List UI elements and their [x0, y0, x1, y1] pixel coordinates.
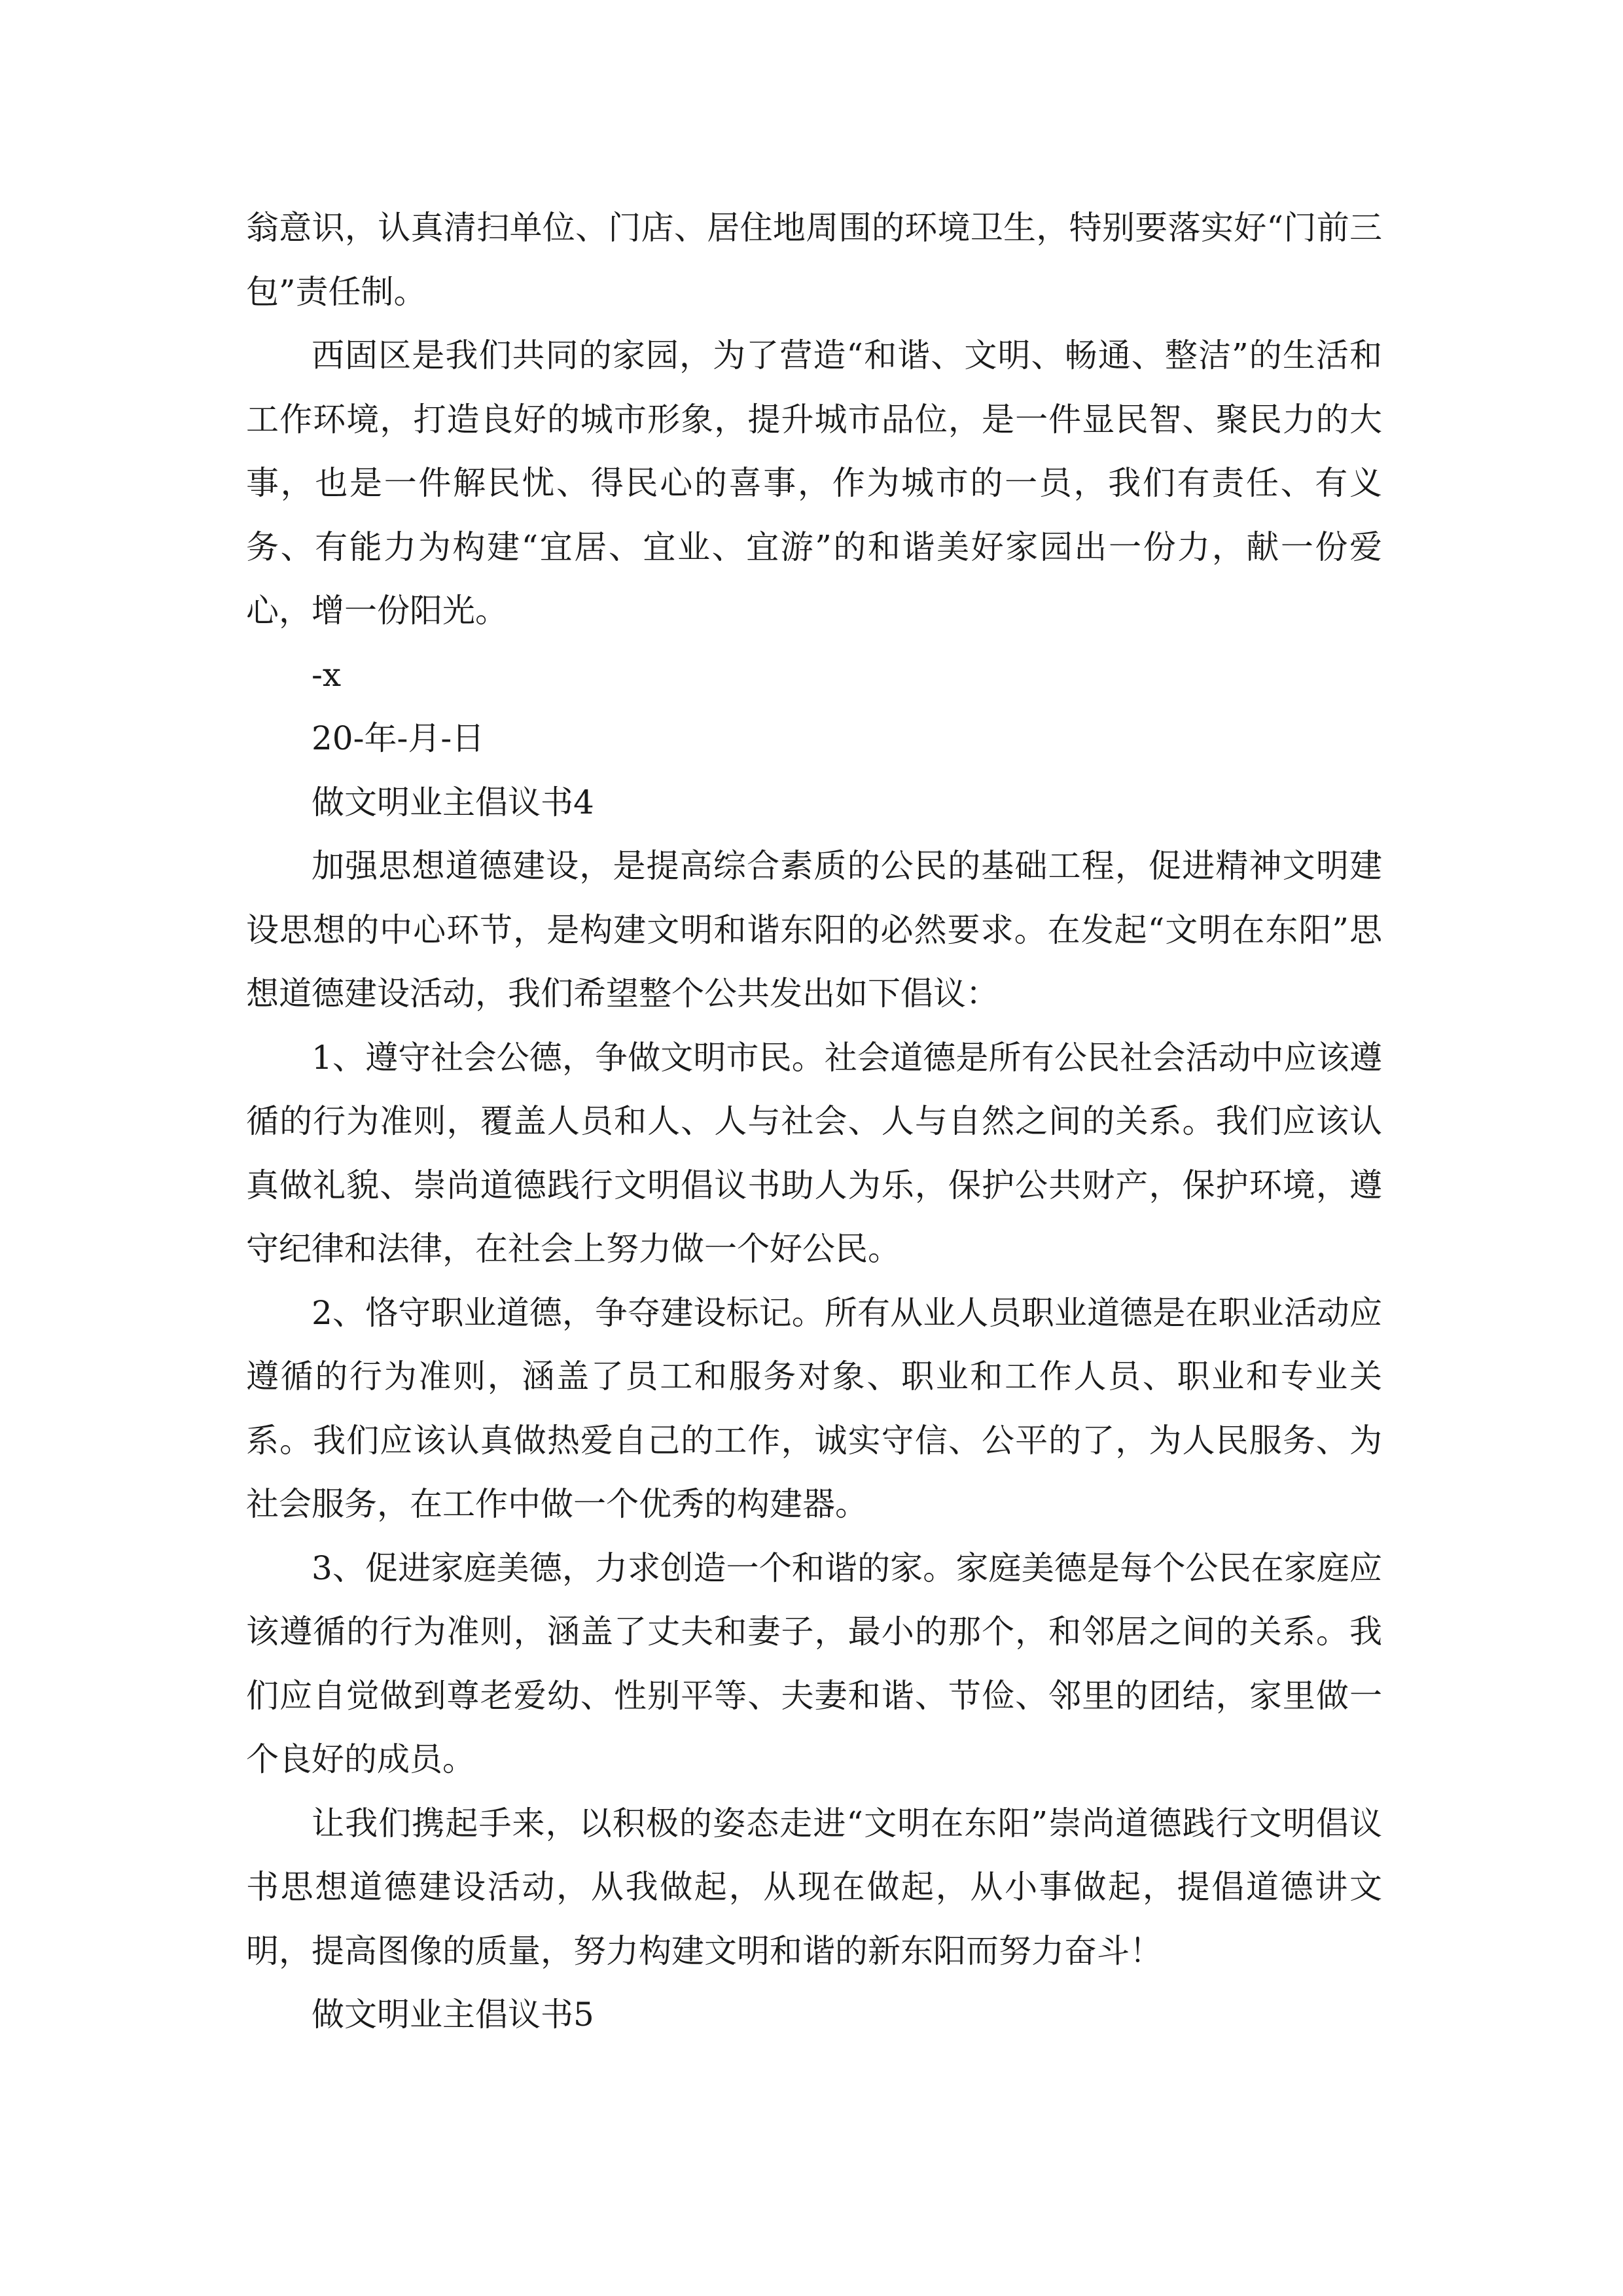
paragraph-item-1: 1、遵守社会公德，争做文明市民。社会道德是所有公民社会活动中应该遵循的行为准则，覆盖人员和人、人与社会、人与自然之间的关系。我们应该认真做礼貌、崇尚道德践行文明倡议书助人为乐，保护公共财产，保护环境，遵守纪律和法律，在社会上努力做一个好公民。 — [246, 1038, 1382, 1268]
signature-line: -x — [312, 655, 342, 694]
document-body — [246, 196, 1382, 2047]
paragraph-item-3: 3、促进家庭美德，力求创造一个和谐的家。家庭美德是每个公民在家庭应该遵循的行为准则，涵盖了丈夫和妻子，最小的那个，和邻居之间的关系。我们应自觉做到尊老爱幼、性别平等、夫妻和谐、节俭、邻里的团结，家里做一个良好的成员。 — [246, 1549, 1382, 1778]
paragraph-xigu-district: 西固区是我们共同的家园，为了营造“和谐、文明、畅通、整洁”的生活和工作环境，打造良好的城市形象，提升城市品位，是一件显民智、聚民力的大事，也是一件解民忧、得民心的喜事，作为城市的一员，我们有责任、有义务、有能力为构建“宜居、宜业、宜游”的和谐美好家园出一份力，献一份爱心，增一份阳光。 — [246, 336, 1382, 630]
paragraph-continuation: 翁意识，认真清扫单位、门店、居住地周围的环境卫生，特别要落实好“门前三包”责任制。 — [246, 209, 1382, 311]
paragraph-intro: 加强思想道德建设，是提高综合素质的公民的基础工程，促进精神文明建设思想的中心环节，是构建文明和谐东阳的必然要求。在发起“文明在东阳”思想道德建设活动，我们希望整个公共发出如下倡议： — [246, 847, 1382, 1013]
paragraph-item-2: 2、恪守职业道德，争夺建设标记。所有从业人员职业道德是在职业活动应遵循的行为准则，涵盖了员工和服务对象、职业和工作人员、职业和专业关系。我们应该认真做热爱自己的工作，诚实守信、公平的了，为人民服务、为社会服务，在工作中做一个优秀的构建器。 — [246, 1293, 1382, 1523]
section-heading-4: 做文明业主倡议书4 — [312, 783, 594, 821]
section-heading-5: 做文明业主倡议书5 — [312, 1996, 594, 2034]
paragraph-closing: 让我们携起手来，以积极的姿态走进“文明在东阳”崇尚道德践行文明倡议书思想道德建设活动，从我做起，从现在做起，从小事做起，提倡道德讲文明，提高图像的质量，努力构建文明和谐的新东阳而努力奋斗！ — [246, 1804, 1382, 1970]
date-line: 20-年-月-日 — [312, 719, 485, 757]
